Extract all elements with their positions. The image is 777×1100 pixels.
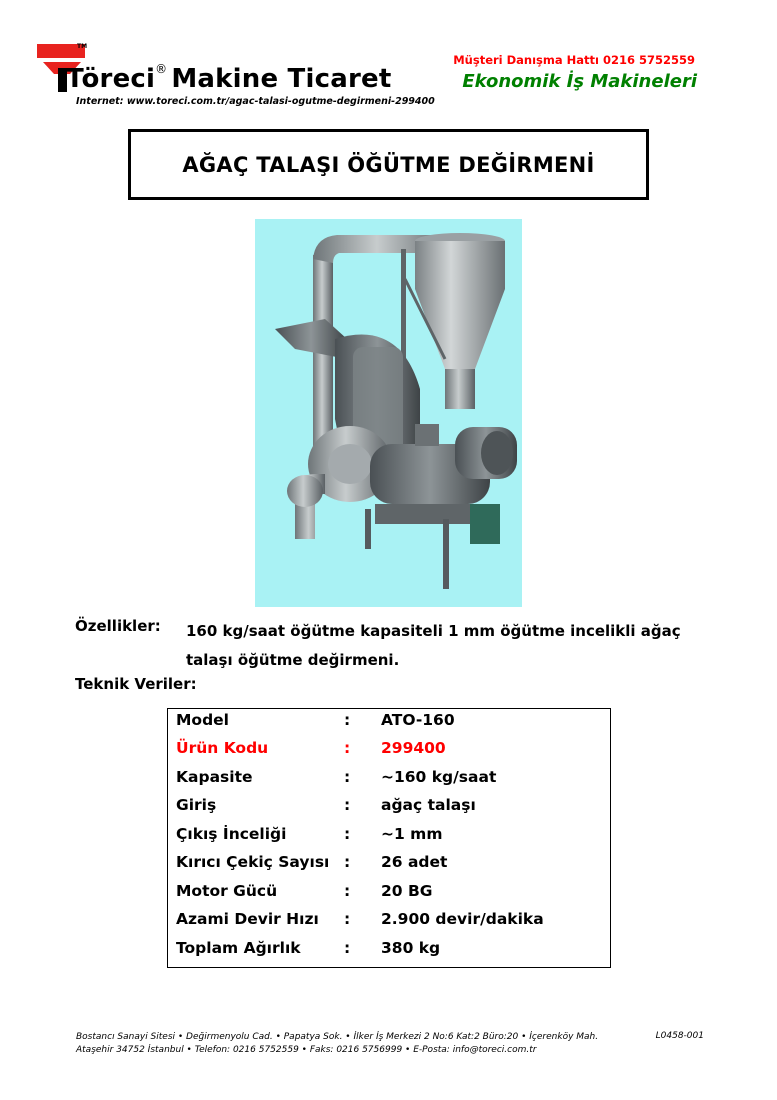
document-title-box (128, 129, 649, 200)
grinding-mill-illustration (255, 219, 522, 607)
website-url[interactable]: Internet: www.toreci.com.tr/agac-talasi-ogutme-degirmeni-299400 (76, 96, 435, 107)
spec-value: 26 adet (381, 853, 448, 871)
spec-key: Kapasite (176, 768, 253, 786)
technical-data-label: Teknik Veriler: (75, 675, 197, 693)
spec-key: Motor Gücü (176, 882, 278, 900)
spec-separator: : (344, 768, 351, 786)
brand-rest: Makine Ticaret (171, 64, 392, 94)
document-title: AĞAÇ TALAŞI ÖĞÜTME DEĞİRMENİ (182, 152, 595, 177)
footer-address (76, 1031, 598, 1056)
trademark-mark: TM (77, 43, 88, 50)
spec-key: Çıkış İnceliği (176, 825, 287, 843)
spec-value: 2.900 devir/dakika (381, 910, 544, 928)
spec-key: Model (176, 711, 229, 729)
customer-hotline: Müşteri Danışma Hattı 0216 5752559 (453, 53, 695, 67)
spec-key: Kırıcı Çekiç Sayısı (176, 853, 330, 871)
spec-separator: : (344, 910, 351, 928)
spec-key: Ürün Kodu (176, 739, 269, 757)
spec-value: ~1 mm (381, 825, 443, 843)
document-number: L0458-001 (655, 1031, 704, 1041)
spec-key: Azami Devir Hızı (176, 910, 319, 928)
spec-separator: : (344, 882, 351, 900)
technical-specs-table (167, 708, 611, 968)
features-text: 160 kg/saat öğütme kapasiteli 1 mm öğütme incelikli ağaç talaşı öğütme değirmeni. (186, 622, 681, 669)
company-tagline: Ekonomik İş Makineleri (462, 71, 697, 92)
spec-value: ~160 kg/saat (381, 768, 497, 786)
spec-value: 380 kg (381, 939, 441, 957)
footer-line-2: Ataşehir 34752 İstanbul • Telefon: 0216 5752559 • Faks: 0216 5756999 • E-Posta: info@toreci.com.tr (76, 1044, 537, 1055)
spec-separator: : (344, 853, 351, 871)
registered-mark: ® (155, 62, 168, 76)
spec-separator: : (344, 939, 351, 957)
spec-separator: : (344, 796, 351, 814)
spec-value: 299400 (381, 739, 446, 757)
spec-separator: : (344, 739, 351, 757)
features-label: Özellikler: (75, 617, 161, 635)
spec-key: Toplam Ağırlık (176, 939, 301, 957)
spec-value: ATO-160 (381, 711, 455, 729)
spec-value: 20 BG (381, 882, 433, 900)
company-name (66, 64, 391, 94)
spec-value: ağaç talaşı (381, 796, 476, 814)
spec-key: Giriş (176, 796, 217, 814)
spec-separator: : (344, 711, 351, 729)
product-photo (255, 219, 522, 607)
footer-line-1: Bostancı Sanayi Sitesi • Değirmenyolu Cad. • Papatya Sok. • İlker İş Merkezi 2 No:6 Kat:2 Büro:20 • İçerenköy Mah. (76, 1032, 599, 1042)
brand-name: Töreci (66, 64, 156, 94)
spec-separator: : (344, 825, 351, 843)
